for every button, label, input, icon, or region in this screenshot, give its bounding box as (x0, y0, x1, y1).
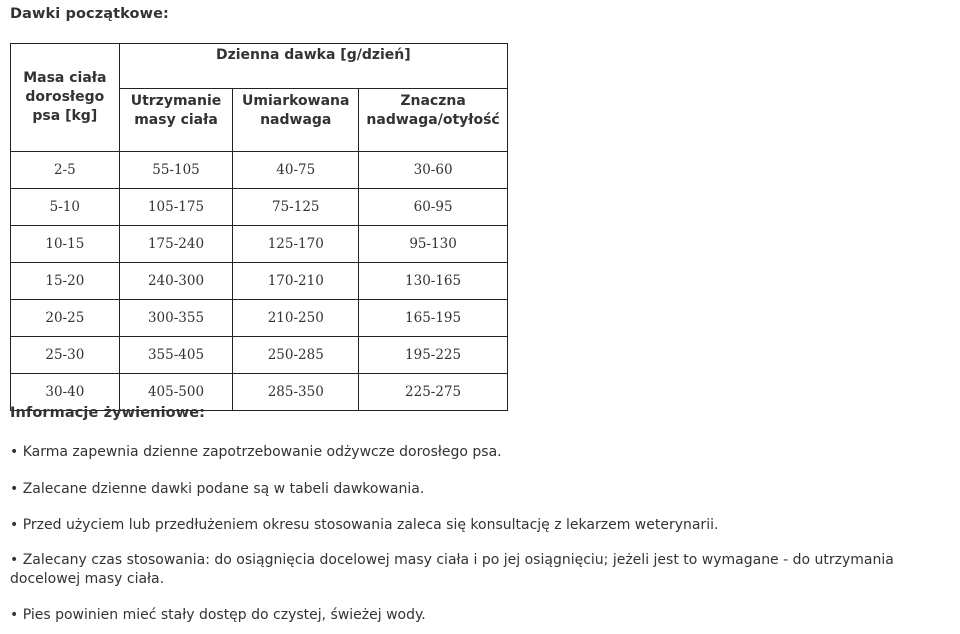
column-header-moderate-overweight: Umiarkowana nadwaga (233, 89, 359, 152)
cell-mass: 10-15 (11, 226, 120, 263)
cell-obesity: 130-165 (359, 263, 508, 300)
cell-moderate: 210-250 (233, 300, 359, 337)
cell-maintenance: 55-105 (119, 152, 233, 189)
table-row (11, 263, 508, 300)
cell-maintenance: 105-175 (119, 189, 233, 226)
column-header-body-mass: Masa ciała dorosłego psa [kg] (11, 44, 120, 152)
cell-maintenance: 300-355 (119, 300, 233, 337)
table-row (11, 300, 508, 337)
cell-maintenance: 175-240 (119, 226, 233, 263)
info-bullet: • Zalecany czas stosowania: do osiągnięcia docelowej masy ciała i po jej osiągnięciu; jeżeli jest to wymagane - do utrzymania docelowej masy ciała. (10, 552, 894, 587)
cell-mass: 30-40 (11, 374, 120, 411)
cell-obesity: 225-275 (359, 374, 508, 411)
table-row (11, 152, 508, 189)
column-header-obesity: Znaczna nadwaga/otyłość (359, 89, 508, 152)
doses-heading: Dawki początkowe: (10, 6, 169, 22)
cell-moderate: 250-285 (233, 337, 359, 374)
info-bullet: • Przed użyciem lub przedłużeniem okresu stosowania zaleca się konsultację z lekarzem weterynarii. (10, 517, 719, 533)
table-row (11, 337, 508, 374)
cell-maintenance: 240-300 (119, 263, 233, 300)
cell-moderate: 285-350 (233, 374, 359, 411)
cell-moderate: 125-170 (233, 226, 359, 263)
table-header-row (11, 44, 508, 89)
column-header-maintenance: Utrzymanie masy ciała (119, 89, 233, 152)
cell-obesity: 30-60 (359, 152, 508, 189)
cell-moderate: 75-125 (233, 189, 359, 226)
cell-mass: 2-5 (11, 152, 120, 189)
info-bullet: • Pies powinien mieć stały dostęp do czystej, świeżej wody. (10, 607, 426, 623)
table-row (11, 189, 508, 226)
cell-moderate: 40-75 (233, 152, 359, 189)
table-row (11, 226, 508, 263)
dosing-table (10, 43, 508, 411)
nutrition-info-heading: Informacje żywieniowe: (10, 405, 206, 421)
cell-moderate: 170-210 (233, 263, 359, 300)
cell-maintenance: 355-405 (119, 337, 233, 374)
cell-mass: 5-10 (11, 189, 120, 226)
table-body (11, 152, 508, 411)
cell-obesity: 195-225 (359, 337, 508, 374)
column-header-daily-dose: Dzienna dawka [g/dzień] (119, 44, 507, 89)
cell-obesity: 95-130 (359, 226, 508, 263)
cell-obesity: 165-195 (359, 300, 508, 337)
cell-maintenance: 405-500 (119, 374, 233, 411)
info-bullet: • Karma zapewnia dzienne zapotrzebowanie odżywcze dorosłego psa. (10, 444, 502, 460)
cell-mass: 15-20 (11, 263, 120, 300)
cell-obesity: 60-95 (359, 189, 508, 226)
cell-mass: 25-30 (11, 337, 120, 374)
info-bullet: • Zalecane dzienne dawki podane są w tabeli dawkowania. (10, 481, 425, 497)
cell-mass: 20-25 (11, 300, 120, 337)
